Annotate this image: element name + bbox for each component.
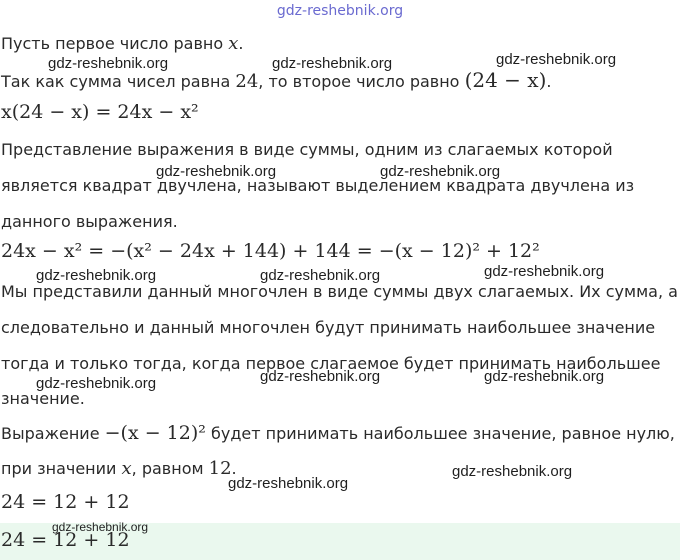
number-12: 12 [208, 458, 232, 479]
watermark-text: gdz-reshebnik.org [36, 267, 157, 284]
watermark-text: gdz-reshebnik.org [228, 475, 349, 492]
text-fragment: , то второе число равно [258, 72, 465, 91]
formula-negative-square: −(x − 12)² [104, 422, 206, 444]
text-line-max-value [1, 422, 675, 444]
expression-24-minus-x: (24 − x) [464, 68, 547, 92]
paragraph-reasoning-line-3: тогда и только тогда, когда первое слагаемое будет принимать наибольшее [1, 354, 661, 373]
text-fragment: Пусть первое число равно [1, 34, 229, 53]
watermark-text: gdz-reshebnik.org [452, 463, 573, 480]
text-fragment: , равном [131, 459, 209, 478]
watermark-text: gdz-reshebnik.org [380, 163, 501, 180]
watermark-text: gdz-reshebnik.org [260, 368, 381, 385]
formula-product: x(24 − x) = 24x − x² [1, 101, 199, 123]
text-line-first-number [1, 33, 243, 54]
variable-x: x [121, 458, 132, 479]
text-fragment: . [231, 459, 237, 478]
watermark-text: gdz-reshebnik.org [48, 55, 169, 72]
watermark-text: gdz-reshebnik.org [52, 520, 149, 534]
watermark-text: gdz-reshebnik.org [484, 263, 605, 280]
paragraph-reasoning-line-1: Мы представили данный многочлен в виде суммы двух слагаемых. Их сумма, а [1, 282, 678, 301]
paragraph-definition-line-1: Представление выражения в виде суммы, одним из слагаемых которой [1, 140, 613, 159]
watermark-text: gdz-reshebnik.org [156, 163, 277, 180]
formula-answer: 24 = 12 + 12 [1, 529, 130, 551]
text-fragment: будет принимать наибольшее значение, равное нулю, [205, 424, 675, 443]
watermark-text: gdz-reshebnik.org [272, 55, 393, 72]
text-line-at-value [1, 458, 237, 479]
paragraph-definition-line-2: является квадрат двучлена, называют выделением квадрата двучлена из [1, 176, 635, 195]
text-fragment: Так как сумма чисел равна [1, 72, 236, 91]
text-fragment: при значении [1, 459, 122, 478]
text-fragment: Выражение [1, 424, 105, 443]
watermark-text: gdz-reshebnik.org [496, 51, 617, 68]
formula-square-completion: 24x − x² = −(x² − 24x + 144) + 144 = −(x − 12)² + 12² [1, 240, 540, 262]
watermark-text: gdz-reshebnik.org [260, 267, 381, 284]
text-fragment: . [546, 72, 552, 91]
variable-x: x [228, 33, 239, 54]
text-fragment: . [238, 34, 244, 53]
number-24: 24 [235, 71, 259, 92]
formula-check: 24 = 12 + 12 [1, 491, 130, 513]
paragraph-definition-line-3: данного выражения. [1, 212, 178, 231]
paragraph-reasoning-line-4: значение. [1, 389, 85, 408]
watermark-text: gdz-reshebnik.org [36, 375, 157, 392]
watermark-text: gdz-reshebnik.org [484, 368, 605, 385]
paragraph-reasoning-line-2: следовательно и данный многочлен будут принимать наибольшее значение [1, 318, 656, 337]
header-watermark-link[interactable]: gdz-reshebnik.org [276, 3, 404, 19]
